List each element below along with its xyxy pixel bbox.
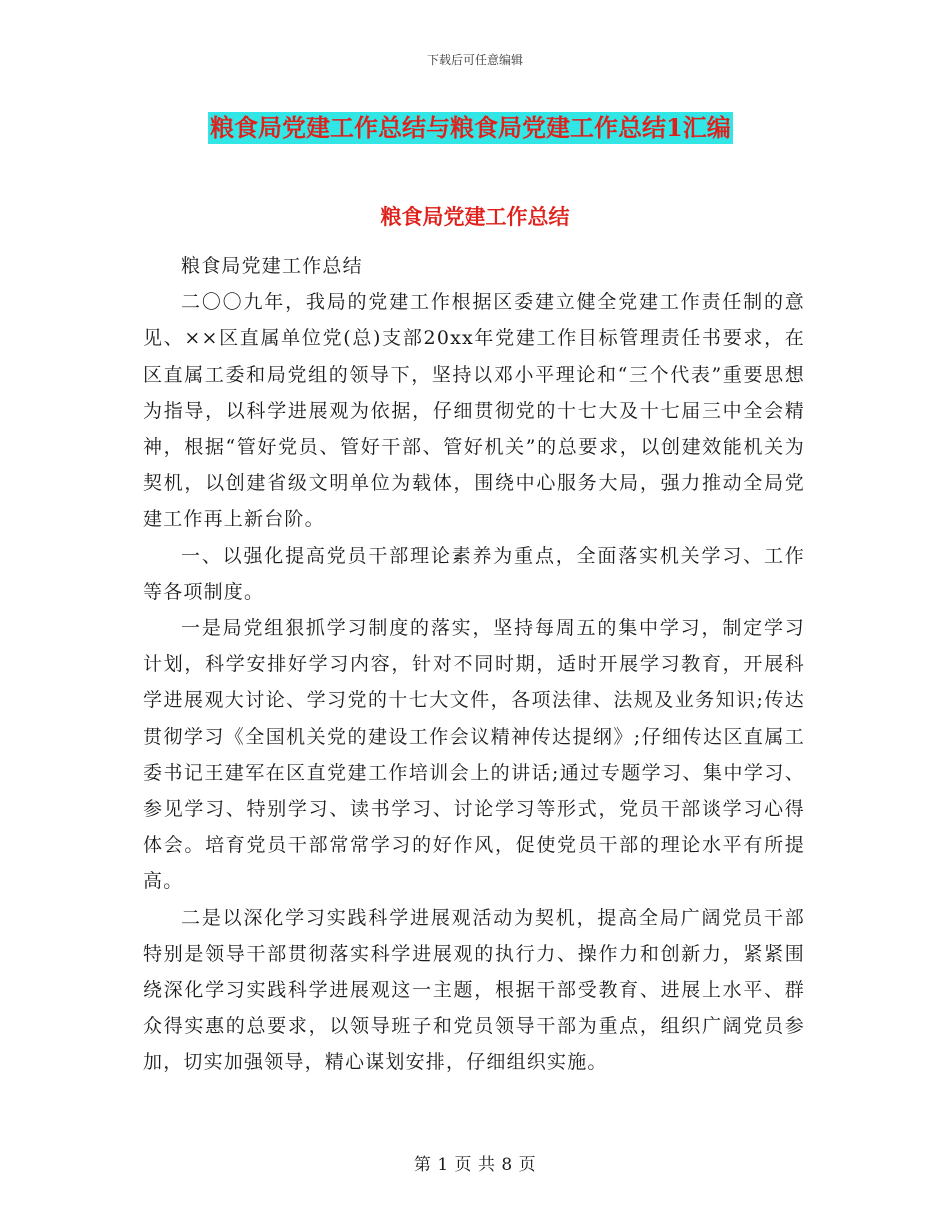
paragraph: 二是以深化学习实践科学进展观活动为契机，提高全局广阔党员干部特别是领导干部贯彻落实科学进展观的执行力、操作力和创新力，紧紧围绕深化学习实践科学进展观这一主题，根据干部受教育、进展上水平、群众得实惠的总要求，以领导班子和党员领导干部为重点，组织广阔党员参加，切实加强领导，精心谋划安排，仔细组织实施。 (143, 906, 805, 1074)
document-title: 粮食局党建工作总结与粮食局党建工作总结1汇编 (210, 113, 731, 142)
paragraph: 粮食局党建工作总结 (181, 255, 363, 277)
paragraph: 一、以强化提高党员干部理论素养为重点，全面落实机关学习、工作等各项制度。 (143, 544, 805, 603)
paragraph: 一是局党组狠抓学习制度的落实，坚持每周五的集中学习，制定学习计划，科学安排好学习内容，针对不同时期，适时开展学习教育，开展科学进展观大讨论、学习党的十七大文件，各项法律、法规及业务知识;传达贯彻学习《全国机关党的建设工作会议精神传达提纲》;仔细传达区直属工委书记王建军在区直党建工作培训会上的讲话;通过专题学习、集中学习、参见学习、特别学习、读书学习、讨论学习等形式，党员干部谈学习心得体会。培育党员干部常常学习的好作风，促使党员干部的理论水平有所提高。 (143, 617, 805, 893)
page-header-note: 下载后可任意编辑 (426, 53, 523, 67)
page-number: 第 1 页 共 8 页 (413, 1155, 537, 1175)
document-body (143, 248, 805, 1081)
section-title: 粮食局党建工作总结 (380, 204, 570, 229)
paragraph: 二〇〇九年，我局的党建工作根据区委建立健全党建工作责任制的意见、××区直属单位党(总)支部20xx年党建工作目标管理责任书要求，在区直属工委和局党组的领导下，坚持以邓小平理论和“三个代表”重要思想为指导，以科学进展观为依据，仔细贯彻党的十七大及十七届三中全会精神，根据“管好党员、管好干部、管好机关”的总要求，以创建效能机关为契机，以创建省级文明单位为载体，围绕中心服务大局，强力推动全局党建工作再上新台阶。 (143, 291, 805, 531)
